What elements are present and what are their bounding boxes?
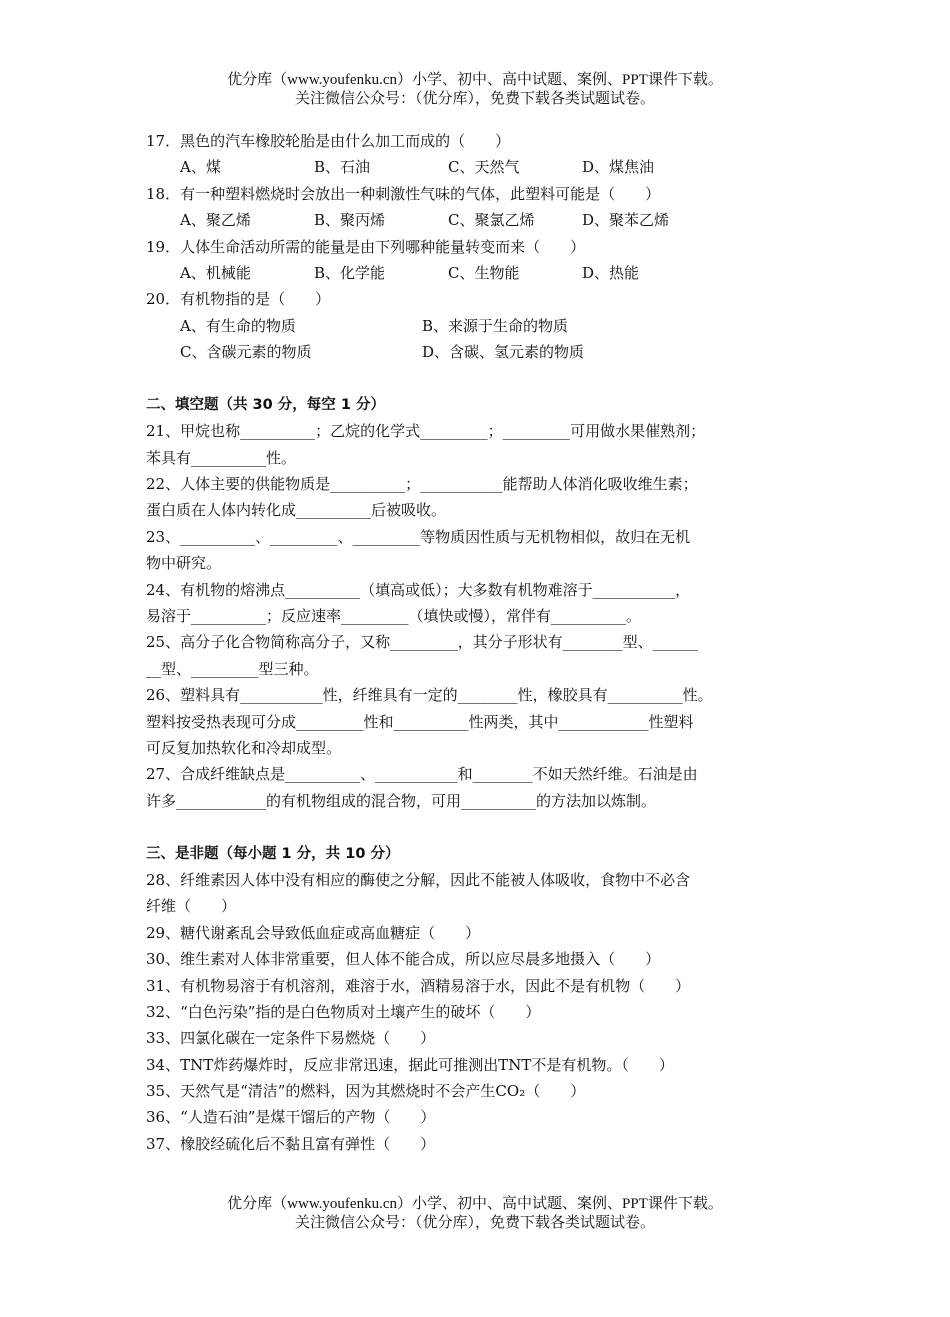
option: A、聚乙烯 [180, 211, 251, 230]
option: B、聚丙烯 [314, 211, 386, 230]
option: A、煤 [180, 158, 221, 177]
question-18-options [146, 207, 826, 233]
footer-line-1: 优分库（www.youfenku.cn）小学、初中、高中试题、案例、PPT课件下载。 [227, 1196, 723, 1212]
section-3-line: 36、“人造石油”是煤干馏后的产物（ ） [146, 1108, 436, 1127]
spacer [146, 366, 826, 392]
section-3-line: 纤维（ ） [146, 897, 237, 916]
option: D、含碳、氢元素的物质 [422, 343, 585, 362]
section-2-line: 易溶于__________；反应速率_________（填快或慢），常伴有__________。 [146, 607, 642, 626]
section-3-line: 31、有机物易溶于有机溶剂，难溶于水，酒精易溶于水，因此不是有机物（ ） [146, 976, 691, 995]
header-line-2: 关注微信公众号：（优分库），免费下载各类试题试卷。 [294, 91, 655, 107]
option: C、天然气 [448, 158, 520, 177]
header-line-1: 优分库（www.youfenku.cn）小学、初中、高中试题、案例、PPT课件下载。 [227, 72, 723, 88]
option: B、化学能 [314, 263, 386, 282]
section-2-line: 物中研究。 [146, 554, 222, 573]
section-3-line: 30、维生素对人体非常重要，但人体不能合成，所以应尽晨多地摄入（ ） [146, 950, 661, 969]
option: B、石油 [314, 158, 371, 177]
section-2-line: 21、甲烷也称__________；乙烷的化学式_________；_________可用做水果催熟剂； [146, 422, 706, 441]
question-20-options-row-2 [146, 339, 826, 365]
section-3-line: 33、四氯化碳在一定条件下易燃烧（ ） [146, 1029, 436, 1048]
question-17-options [146, 154, 826, 180]
exam-content [146, 128, 826, 1157]
section-3-title: 三、是非题（每小题 1 分，共 10 分） [146, 845, 400, 862]
section-3-line: 32、“白色污染”指的是白色物质对土壤产生的破坏（ ） [146, 1002, 541, 1021]
question-19-stem: 19．人体生命活动所需的能量是由下列哪种能量转变而来（ ） [146, 237, 586, 256]
option: A、机械能 [180, 263, 251, 282]
section-2-line: __型、_________型三种。 [146, 659, 319, 678]
question-18-stem: 18．有一种塑料燃烧时会放出一种刺激性气味的气体，此塑料可能是（ ） [146, 184, 661, 203]
page-footer [0, 1195, 950, 1233]
section-2-line: 22、人体主要的供能物质是__________；___________能帮助人体消化吸收维生素； [146, 475, 698, 494]
spacer [146, 814, 826, 840]
question-17-stem: 17．黑色的汽车橡胶轮胎是由什么加工而成的（ ） [146, 132, 511, 150]
option: A、有生命的物质 [180, 316, 296, 335]
section-2-line: 23、__________、_________、_________等物质因性质与无机物相似，故归在无机 [146, 527, 691, 546]
section-3-line: 34、TNT炸药爆炸时，反应非常迅速，据此可推测出TNT不是有机物。（ ） [146, 1055, 674, 1074]
question-20-options-row-1 [146, 313, 826, 339]
option: C、聚氯乙烯 [448, 211, 535, 230]
section-3-line: 35、天然气是“清洁”的燃料，因为其燃烧时不会产生CO₂（ ） [146, 1082, 586, 1101]
option: B、来源于生命的物质 [422, 316, 569, 335]
option: D、热能 [582, 263, 640, 282]
section-3-line: 28、纤维素因人体中没有相应的酶使之分解，因此不能被人体吸收，食物中不必含 [146, 870, 691, 889]
option: C、含碳元素的物质 [180, 343, 312, 362]
section-2-line: 26、塑料具有___________性，纤维具有一定的________性，橡胶具有__________性。 [146, 686, 713, 705]
section-2-line: 许多____________的有机物组成的混合物，可用__________的方法加以炼制。 [146, 791, 657, 810]
question-20-stem: 20．有机物指的是（ ） [146, 290, 331, 309]
option: D、聚苯乙烯 [582, 211, 670, 230]
section-2-line: 苯具有__________性。 [146, 448, 297, 467]
section-2-line: 27、合成纤维缺点是__________、___________和________不如天然纤维。石油是由 [146, 765, 698, 784]
page-header [0, 71, 950, 109]
section-3-line: 29、糖代谢紊乱会导致低血症或高血糖症（ ） [146, 923, 481, 942]
footer-line-2: 关注微信公众号：（优分库），免费下载各类试题试卷。 [294, 1215, 655, 1231]
option: D、煤焦油 [582, 158, 655, 177]
question-19-options [146, 260, 826, 286]
section-3-line: 37、橡胶经硫化后不黏且富有弹性（ ） [146, 1134, 436, 1153]
section-2-line: 24、有机物的熔沸点__________（填高或低）；大多数有机物难溶于___________， [146, 580, 691, 599]
section-2-line: 可反复加热软化和冷却成型。 [146, 738, 342, 757]
option: C、生物能 [448, 263, 520, 282]
section-2-line: 蛋白质在人体内转化成__________后被吸收。 [146, 501, 447, 520]
section-2-title: 二、填空题（共 30 分，每空 1 分） [146, 396, 385, 413]
section-2-line: 塑料按受热表现可分成_________性和__________性两类，其中____________性塑料 [146, 712, 694, 731]
section-2-line: 25、高分子化合物简称高分子，又称_________，其分子形状有________型、______ [146, 633, 698, 652]
